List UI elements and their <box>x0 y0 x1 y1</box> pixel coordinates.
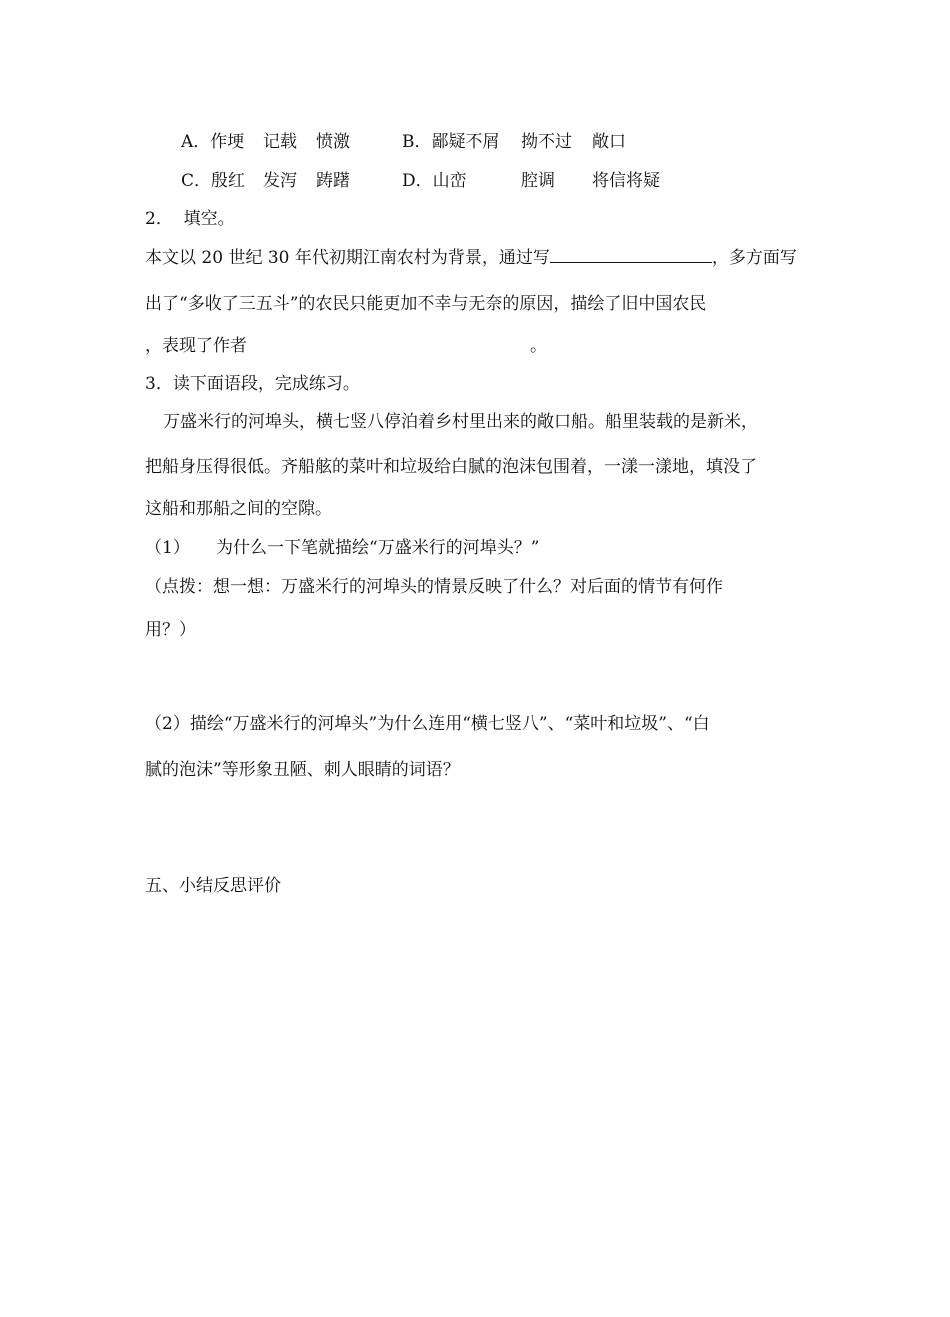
option-d-word1: D．山峦 <box>402 171 467 191</box>
q3-passage-line-1: 万盛米行的河埠头，横七竖八停泊着乡村里出来的敞口船。船里装载的是新米， <box>163 412 758 432</box>
option-c-word2: 发泻 <box>263 171 297 191</box>
q2-line-3-start: ，表现了作者 <box>145 336 247 356</box>
option-d-word3: 将信将疑 <box>592 171 660 191</box>
q2-answer-blank-2[interactable] <box>260 335 528 357</box>
section-5-heading: 五、小结反思评价 <box>145 876 281 896</box>
q2-line-3-end: 。 <box>530 336 547 356</box>
q2-line-2: 出了“多收了三五斗”的农民只能更加不幸与无奈的原因，描绘了旧中国农民 <box>145 294 707 314</box>
option-d-word2: 腔调 <box>521 171 555 191</box>
option-c-word3: 踌躇 <box>316 171 350 191</box>
q2-line-1-start: 本文以 20 世纪 30 年代初期江南农村为背景，通过写 <box>145 248 550 268</box>
q3-hint-line-1: （点拨：想一想：万盛米行的河埠头的情景反映了什么？对后面的情节有何作 <box>145 577 723 597</box>
option-b-word2: 拗不过 <box>521 132 572 152</box>
option-b-word3: 敞口 <box>592 132 626 152</box>
q3-passage-line-3: 这船和那船之间的空隙。 <box>145 499 332 519</box>
q2-heading: 2． 填空。 <box>145 209 235 229</box>
q3-sub2-line-1: （2）描绘“万盛米行的河埠头”为什么连用“横七竖八”、“菜叶和垃圾”、“白 <box>145 714 710 734</box>
section-5-answer-area[interactable] <box>145 910 805 1210</box>
q3-heading: 3．读下面语段，完成练习。 <box>145 374 360 394</box>
option-a-word1: A．作埂 <box>181 132 245 152</box>
q2-line-1 <box>145 246 797 269</box>
q2-answer-blank-1[interactable] <box>550 246 712 263</box>
q3-sub2-answer-area[interactable] <box>145 790 805 860</box>
q3-hint-line-2: 用？） <box>145 620 196 640</box>
q3-sub1-text: 为什么一下笔就描绘“万盛米行的河埠头？” <box>216 538 540 558</box>
option-b-word1: B．鄙疑不屑 <box>402 132 500 152</box>
q2-line-1-end: ，多方面写 <box>711 248 797 268</box>
q3-sub2-line-2: 腻的泡沫”等形象丑陋、刺人眼睛的词语？ <box>145 760 460 780</box>
q3-sub1-answer-area[interactable] <box>145 650 805 700</box>
q3-passage-line-2: 把船身压得很低。齐船舷的菜叶和垃圾给白腻的泡沫包围着，一漾一漾地，填没了 <box>145 457 757 477</box>
option-a-word3: 愤激 <box>316 132 350 152</box>
option-a-word2: 记载 <box>263 132 297 152</box>
q3-sub1-number: （1） <box>145 538 190 558</box>
option-c-word1: C．殷红 <box>181 171 246 191</box>
